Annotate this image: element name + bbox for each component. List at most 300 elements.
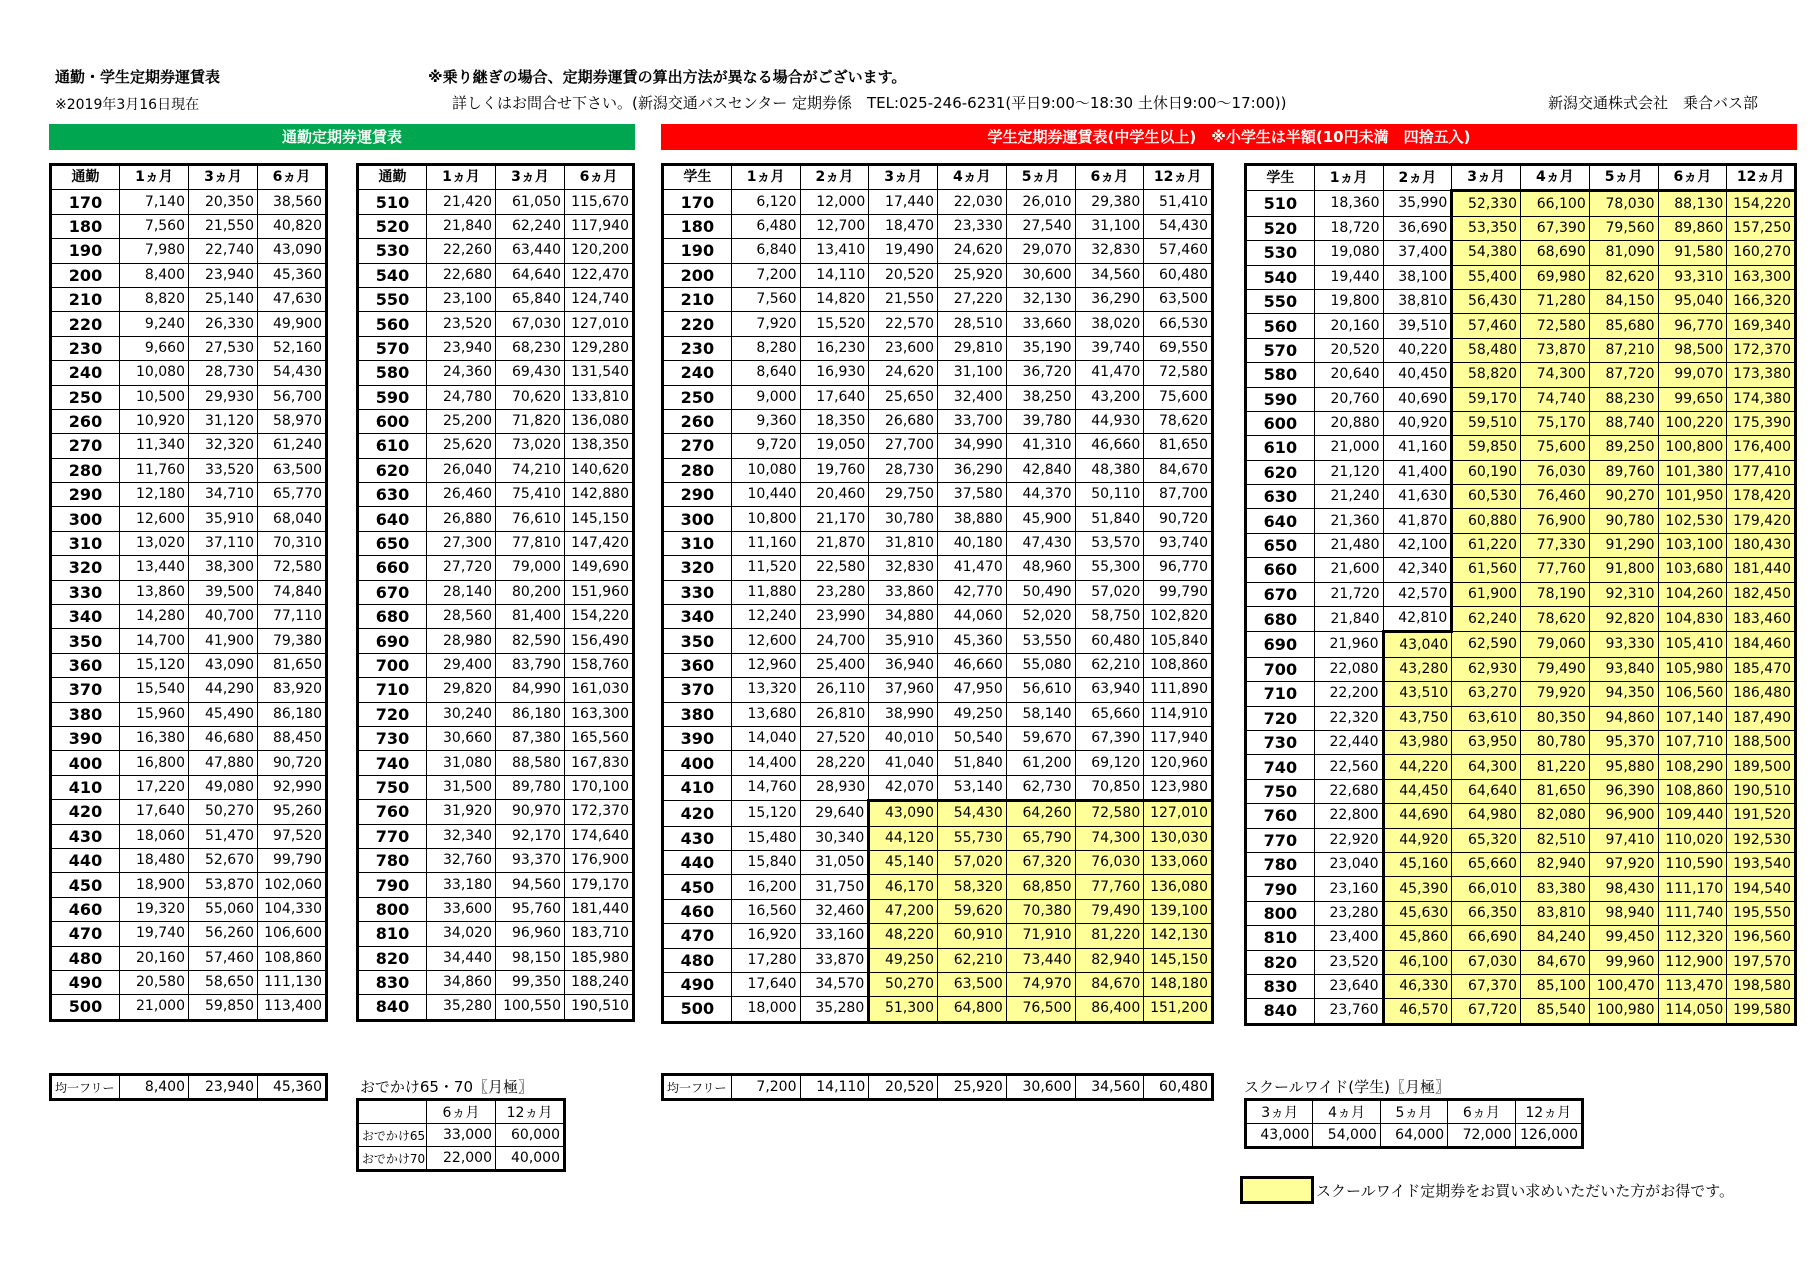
header-row [1246,165,1796,191]
table-row [358,605,634,629]
fare-cell: 88,130 [1658,191,1727,216]
table-row [1246,607,1796,632]
distance-cell: 340 [663,605,732,629]
fare-cell: 167,830 [565,751,634,775]
fare-cell: 87,210 [1589,338,1658,362]
flat-fare-label: 均一フリー [663,1075,732,1100]
fare-cell: 122,470 [565,263,634,287]
distance-cell: 280 [663,458,732,482]
fare-cell: 79,920 [1521,682,1590,706]
table-row [1246,779,1796,803]
fare-cell: 60,190 [1452,460,1521,484]
fare-cell: 24,360 [427,361,496,385]
table-row [1246,755,1796,779]
distance-cell: 510 [1246,191,1315,216]
fare-cell: 39,510 [1383,314,1452,338]
table-row [51,385,327,409]
fare-cell: 20,520 [869,263,938,287]
table-row [51,775,327,799]
distance-cell: 470 [51,922,120,946]
fare-cell: 21,550 [869,287,938,311]
distance-cell: 430 [663,826,732,850]
table-row [51,678,327,702]
fare-cell: 10,080 [120,361,189,385]
distance-cell: 840 [358,995,427,1020]
fare-cell: 96,770 [1658,314,1727,338]
fare-cell: 66,100 [1521,191,1590,216]
fare-cell: 72,580 [1144,361,1213,385]
header-row [358,1100,565,1124]
fare-cell: 100,980 [1589,999,1658,1024]
fare-cell: 21,960 [1314,632,1383,657]
table-row [51,556,327,580]
fare-cell: 95,880 [1589,755,1658,779]
fare-cell: 114,910 [1144,702,1213,726]
table-row [51,190,327,214]
table-row [1246,265,1796,289]
fare-cell: 47,950 [938,678,1007,702]
fare-cell: 73,020 [496,434,565,458]
fare-cell: 45,160 [1383,852,1452,876]
flat-fare-row [51,1075,327,1100]
fare-cell: 113,470 [1658,974,1727,998]
fare-cell: 84,670 [1521,950,1590,974]
distance-cell: 530 [358,239,427,263]
fare-cell: 36,940 [869,653,938,677]
fare-cell: 7,560 [731,287,800,311]
fare-cell: 15,120 [120,653,189,677]
fare-cell: 88,230 [1589,387,1658,411]
fare-cell: 95,260 [258,800,327,824]
fare-cell: 45,140 [869,850,938,874]
fare-cell: 68,850 [1006,875,1075,899]
fare-cell: 18,060 [120,824,189,848]
fare-cell: 40,000 [496,1147,565,1171]
fare-cell: 194,540 [1727,877,1796,901]
fare-cell: 50,540 [938,726,1007,750]
fare-cell: 14,040 [731,726,800,750]
column-header: 4ヵ月 [1313,1100,1380,1124]
table-row [663,826,1213,850]
schoolwide-title: スクールワイド(学生)〖月極〗 [1244,1078,1450,1096]
fare-cell: 54,000 [1313,1124,1380,1148]
fare-cell: 29,750 [869,483,938,507]
table-row [358,556,634,580]
distance-cell: 750 [1246,779,1315,803]
fare-cell: 58,750 [1075,605,1144,629]
table-row [358,726,634,750]
fare-cell: 23,040 [1314,852,1383,876]
fare-cell: 47,200 [869,899,938,923]
column-header: 6ヵ月 [1448,1100,1515,1124]
fare-cell: 15,520 [800,312,869,336]
distance-cell: 300 [663,507,732,531]
table-row [663,336,1213,360]
table-row [51,946,327,970]
fare-cell: 12,700 [800,214,869,238]
fare-cell: 151,200 [1144,997,1213,1022]
table-row [663,190,1213,214]
fare-cell: 6,840 [731,239,800,263]
table-row [663,312,1213,336]
fare-cell: 42,840 [1006,458,1075,482]
table-row [663,653,1213,677]
fare-cell: 21,420 [427,190,496,214]
fare-cell: 11,760 [120,458,189,482]
fare-cell: 22,000 [427,1147,496,1171]
table-row [358,312,634,336]
fare-cell: 196,560 [1727,926,1796,950]
fare-cell: 44,930 [1075,409,1144,433]
fare-cell: 26,880 [427,507,496,531]
fare-cell: 20,460 [800,483,869,507]
fare-cell: 154,220 [1727,191,1796,216]
fare-cell: 112,320 [1658,926,1727,950]
distance-cell: 540 [358,263,427,287]
fare-cell: 59,850 [1452,436,1521,460]
fare-cell: 50,270 [189,800,258,824]
fare-cell: 23,940 [189,1075,258,1100]
table-row [663,850,1213,874]
fare-cell: 63,500 [1144,287,1213,311]
column-header: 4ヵ月 [938,165,1007,190]
fare-cell: 37,400 [1383,241,1452,265]
fare-cell: 173,380 [1727,363,1796,387]
column-header: 学生 [663,165,732,190]
column-header: 6ヵ月 [258,165,327,190]
fare-cell: 65,790 [1006,826,1075,850]
odekake-table [356,1098,566,1172]
fare-cell: 32,320 [189,434,258,458]
distance-cell: 490 [663,972,732,996]
fare-cell: 55,060 [189,897,258,921]
table-row [663,361,1213,385]
fare-cell: 32,830 [869,556,938,580]
fare-cell: 15,120 [731,801,800,826]
fare-cell: 7,200 [731,1075,800,1100]
fare-cell: 75,600 [1521,436,1590,460]
fare-cell: 62,730 [1006,775,1075,800]
distance-cell: 570 [1246,338,1315,362]
fare-cell: 90,780 [1589,509,1658,533]
fare-cell: 16,200 [731,875,800,899]
fare-cell: 26,680 [869,409,938,433]
distance-cell: 400 [663,751,732,775]
distance-cell: 680 [358,605,427,629]
distance-cell: 650 [358,531,427,555]
fare-cell: 58,480 [1452,338,1521,362]
commute-fare-table-510-840 [356,163,635,1022]
fare-cell: 34,560 [1075,263,1144,287]
fare-cell: 66,010 [1452,877,1521,901]
distance-cell: 710 [358,678,427,702]
commute-section-bar: 通勤定期券運賃表 [49,124,635,150]
fare-cell: 52,670 [189,848,258,872]
fare-cell: 21,120 [1314,460,1383,484]
fare-cell: 77,760 [1521,558,1590,582]
fare-cell: 62,240 [1452,607,1521,632]
fare-cell: 41,400 [1383,460,1452,484]
fare-cell: 50,110 [1075,483,1144,507]
fare-cell: 88,740 [1589,411,1658,435]
fare-cell: 127,010 [565,312,634,336]
column-header: 4ヵ月 [1521,165,1590,191]
distance-cell: 280 [51,458,120,482]
distance-cell: 800 [358,897,427,921]
column-header: 2ヵ月 [800,165,869,190]
row-label: おでかけ65 [358,1124,427,1147]
fare-cell: 54,380 [1452,241,1521,265]
fare-cell: 188,240 [565,970,634,994]
fare-cell: 70,620 [496,385,565,409]
flat-fare-label: 均一フリー [51,1075,120,1100]
fare-cell: 51,470 [189,824,258,848]
fare-cell: 20,760 [1314,387,1383,411]
fare-cell: 45,630 [1383,901,1452,925]
distance-cell: 560 [1246,314,1315,338]
fare-cell: 65,770 [258,483,327,507]
table-row [663,287,1213,311]
fare-cell: 66,690 [1452,926,1521,950]
fare-cell: 22,260 [427,239,496,263]
distance-cell: 730 [1246,730,1315,754]
fare-cell: 59,170 [1452,387,1521,411]
fare-cell: 186,480 [1727,682,1796,706]
fare-cell: 91,800 [1589,558,1658,582]
fare-cell: 27,220 [938,287,1007,311]
fare-cell: 72,580 [1521,314,1590,338]
distance-cell: 220 [663,312,732,336]
table-row [1246,216,1796,240]
table-row [1246,289,1796,313]
commute-flat-fare-table [49,1073,328,1101]
fare-cell: 89,780 [496,775,565,799]
fare-cell: 79,490 [1075,899,1144,923]
fare-cell: 33,700 [938,409,1007,433]
fare-cell: 75,600 [1144,385,1213,409]
distance-cell: 390 [51,726,120,750]
table-row [663,751,1213,775]
fare-cell: 87,380 [496,726,565,750]
distance-cell: 740 [358,751,427,775]
fare-cell: 89,250 [1589,436,1658,460]
fare-cell: 45,490 [189,702,258,726]
fare-cell: 81,650 [258,653,327,677]
table-row [358,531,634,555]
fare-cell: 98,500 [1658,338,1727,362]
fare-cell: 38,880 [938,507,1007,531]
fare-cell: 45,360 [258,263,327,287]
fare-cell: 76,900 [1521,509,1590,533]
fare-cell: 106,600 [258,922,327,946]
distance-cell: 180 [51,214,120,238]
fare-cell: 92,990 [258,775,327,799]
fare-cell: 17,640 [800,385,869,409]
distance-cell: 260 [51,409,120,433]
fare-cell: 59,620 [938,899,1007,923]
fare-cell: 96,960 [496,922,565,946]
fare-cell: 56,430 [1452,289,1521,313]
fare-cell: 60,480 [1075,629,1144,653]
fare-cell: 61,050 [496,190,565,214]
distance-cell: 240 [51,361,120,385]
fare-cell: 20,350 [189,190,258,214]
fare-cell: 26,810 [800,702,869,726]
fare-cell: 21,240 [1314,485,1383,509]
fare-cell: 94,560 [496,873,565,897]
fare-cell: 44,690 [1383,804,1452,828]
table-row [358,1147,565,1171]
fare-cell: 34,570 [800,972,869,996]
table-row [51,726,327,750]
fare-cell: 18,350 [800,409,869,433]
fare-cell: 77,110 [258,605,327,629]
fare-cell: 174,640 [565,824,634,848]
fare-cell: 46,660 [938,653,1007,677]
table-row [358,702,634,726]
distance-cell: 220 [51,312,120,336]
fare-cell: 76,610 [496,507,565,531]
fare-cell: 58,650 [189,970,258,994]
column-header: 学生 [1246,165,1315,191]
table-row [358,385,634,409]
fare-cell: 20,160 [1314,314,1383,338]
distance-cell: 340 [51,605,120,629]
fare-cell: 55,400 [1452,265,1521,289]
distance-cell: 790 [1246,877,1315,901]
fare-cell: 14,700 [120,629,189,653]
fare-cell: 63,500 [258,458,327,482]
fare-cell: 161,030 [565,678,634,702]
fare-cell: 98,940 [1589,901,1658,925]
fare-cell: 58,320 [938,875,1007,899]
fare-cell: 138,350 [565,434,634,458]
fare-cell: 25,400 [800,653,869,677]
fare-cell: 22,320 [1314,706,1383,730]
fare-cell: 22,920 [1314,828,1383,852]
fare-cell: 52,020 [1006,605,1075,629]
fare-cell: 99,350 [496,970,565,994]
fare-cell: 88,580 [496,751,565,775]
table-row [663,899,1213,923]
distance-cell: 170 [51,190,120,214]
distance-cell: 360 [51,653,120,677]
distance-cell: 460 [51,897,120,921]
fare-cell: 27,520 [800,726,869,750]
fare-cell: 100,220 [1658,411,1727,435]
fare-cell: 32,830 [1075,239,1144,263]
fare-cell: 25,920 [938,263,1007,287]
fare-cell: 68,690 [1521,241,1590,265]
fare-cell: 46,330 [1383,974,1452,998]
table-row [1246,999,1796,1024]
column-header: 6ヵ月 [565,165,634,190]
table-row [663,580,1213,604]
distance-cell: 200 [51,263,120,287]
fare-cell: 17,220 [120,775,189,799]
fare-cell: 104,830 [1658,607,1727,632]
fare-cell: 23,400 [1314,926,1383,950]
fare-cell: 97,520 [258,824,327,848]
fare-cell: 111,170 [1658,877,1727,901]
fare-cell: 37,110 [189,531,258,555]
fare-cell: 81,220 [1075,924,1144,948]
fare-cell: 70,310 [258,531,327,555]
fare-cell: 104,330 [258,897,327,921]
fare-cell: 181,440 [565,897,634,921]
fare-cell: 133,810 [565,385,634,409]
fare-cell: 40,450 [1383,363,1452,387]
fare-cell: 102,530 [1658,509,1727,533]
fare-cell: 7,980 [120,239,189,263]
header-row [358,165,634,190]
fare-cell: 63,440 [496,239,565,263]
fare-cell: 67,390 [1075,726,1144,750]
fare-cell: 35,910 [869,629,938,653]
fare-cell: 16,800 [120,751,189,775]
fare-cell: 43,000 [1246,1124,1313,1148]
fare-cell: 10,440 [731,483,800,507]
fare-cell: 34,860 [427,970,496,994]
column-header: 3ヵ月 [189,165,258,190]
fare-cell: 41,630 [1383,485,1452,509]
fare-cell: 90,270 [1589,485,1658,509]
fare-cell: 187,490 [1727,706,1796,730]
fare-cell: 33,160 [800,924,869,948]
distance-cell: 190 [51,239,120,263]
fare-cell: 40,820 [258,214,327,238]
fare-cell: 12,240 [731,605,800,629]
distance-cell: 330 [51,580,120,604]
table-row [358,995,634,1020]
fare-cell: 16,930 [800,361,869,385]
fare-cell: 157,250 [1727,216,1796,240]
fare-cell: 195,550 [1727,901,1796,925]
fare-cell: 67,320 [1006,850,1075,874]
column-header: 6ヵ月 [427,1100,496,1124]
fare-cell: 34,440 [427,946,496,970]
fare-cell: 86,400 [1075,997,1144,1022]
distance-cell: 700 [1246,657,1315,681]
fare-cell: 13,320 [731,678,800,702]
table-row [663,972,1213,996]
distance-cell: 770 [1246,828,1315,852]
fare-cell: 45,360 [258,1075,327,1100]
fare-cell: 28,980 [427,629,496,653]
fare-cell: 61,560 [1452,558,1521,582]
table-row [1246,387,1796,411]
column-header: 5ヵ月 [1589,165,1658,191]
table-row [358,287,634,311]
fare-cell: 21,360 [1314,509,1383,533]
distance-cell: 190 [663,239,732,263]
table-row [51,702,327,726]
fare-cell: 65,660 [1452,852,1521,876]
fare-cell: 46,170 [869,875,938,899]
fare-cell: 25,650 [869,385,938,409]
fare-cell: 17,280 [731,948,800,972]
fare-cell: 90,720 [1144,507,1213,531]
fare-cell: 10,080 [731,458,800,482]
fare-cell: 15,480 [731,826,800,850]
table-row [663,702,1213,726]
fare-cell: 8,640 [731,361,800,385]
fare-cell: 32,130 [1006,287,1075,311]
fare-cell: 38,250 [1006,385,1075,409]
table-row [1246,852,1796,876]
fare-cell: 49,250 [869,948,938,972]
distance-cell: 780 [358,848,427,872]
